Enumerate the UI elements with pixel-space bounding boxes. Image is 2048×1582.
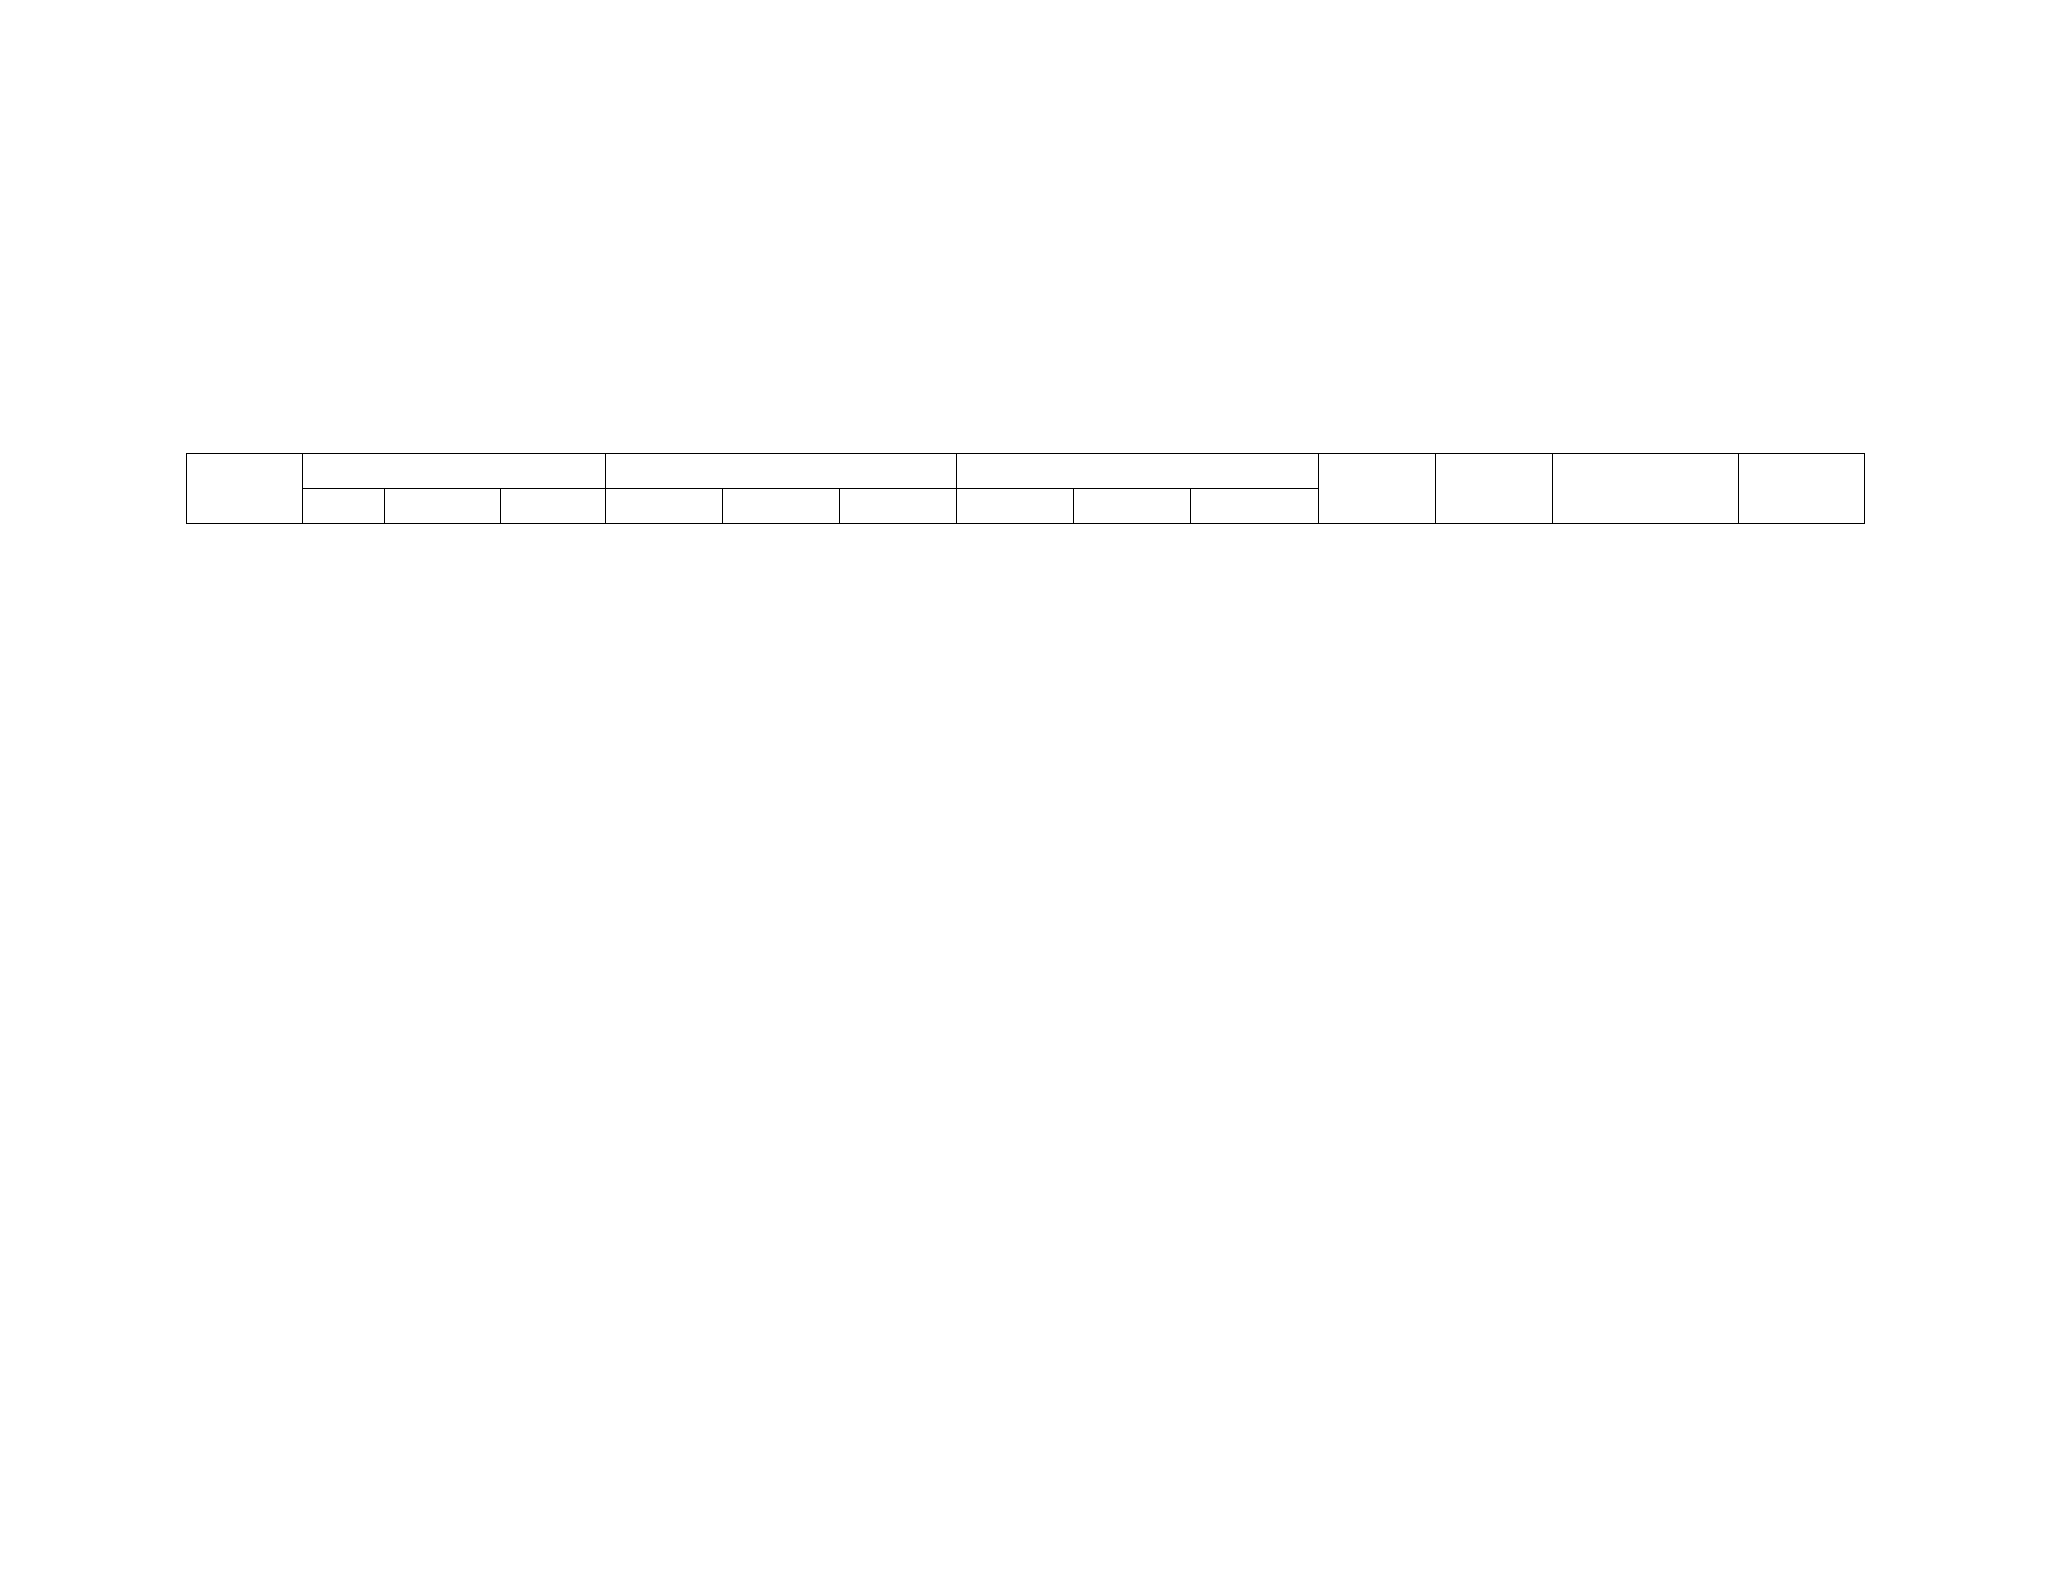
header-dist-bs [303,489,385,524]
header-bs-group [606,454,957,489]
header-fall [1436,454,1553,524]
header-rl [1553,454,1739,524]
header-fs-b [1191,489,1319,524]
header-bs-b [840,489,957,524]
header-station [187,454,303,524]
header-rise [1319,454,1436,524]
header-fs-t [957,489,1074,524]
header-bs-t [606,489,723,524]
header-fs-group [957,454,1319,489]
header-bs-m [723,489,840,524]
header-distance [303,454,606,489]
header-row-top [187,454,1865,489]
header-dist-fs [385,489,501,524]
header-fs-m [1074,489,1191,524]
header-remarks [1739,454,1865,524]
field-book-table [186,453,1865,524]
header-dist-total [501,489,606,524]
